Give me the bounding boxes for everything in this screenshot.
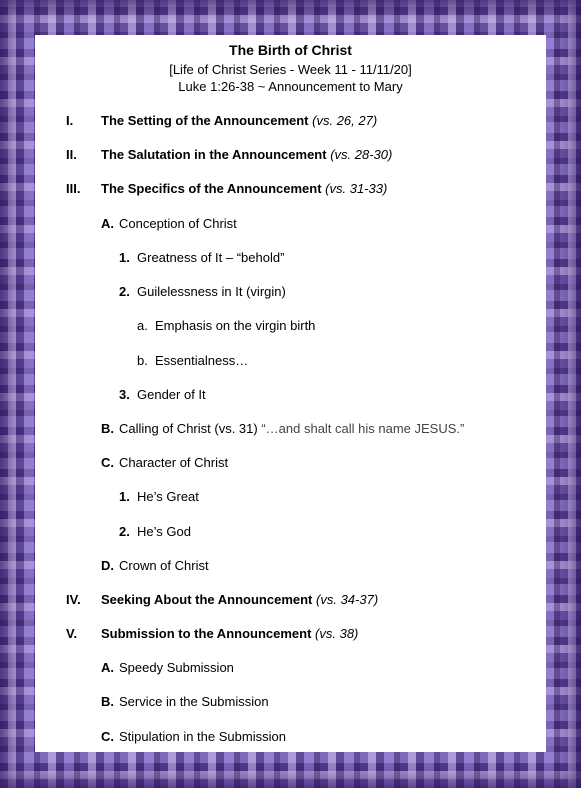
verse-ref: (vs. 26, 27) <box>312 113 378 128</box>
verse-ref: (vs. 38) <box>315 626 359 641</box>
outline-number: B. <box>101 694 114 709</box>
verse-ref: (vs. 31-33) <box>325 181 388 196</box>
outline-item: Emphasis on the virgin birth <box>155 318 316 333</box>
outline-item: Speedy Submission <box>119 660 234 675</box>
outline-item: Crown of Christ <box>119 558 209 573</box>
outline-item <box>101 592 378 607</box>
outline-item: Conception of Christ <box>119 216 237 231</box>
outline-item <box>119 421 464 436</box>
outline-number: b. <box>137 353 148 368</box>
outline-number: D. <box>101 558 114 573</box>
scripture-quote: “…and shalt call his name JESUS.” <box>261 421 465 436</box>
verse-ref: (vs. 34-37) <box>316 592 379 607</box>
outline-item <box>101 113 377 128</box>
outline-number: 1. <box>119 250 130 265</box>
outline-number: C. <box>101 455 114 470</box>
outline-item: Character of Christ <box>119 455 229 470</box>
outline-item: Gender of It <box>137 387 206 402</box>
outline-item: He’s Great <box>137 489 199 504</box>
outline-page <box>35 35 546 752</box>
outline-number: 3. <box>119 387 130 402</box>
outline-item: Service in the Submission <box>119 694 269 709</box>
series-subtitle: [Life of Christ Series - Week 11 - 11/11/20] <box>169 62 412 77</box>
outline-heading: The Setting of the Announcement <box>101 113 309 128</box>
outline-number: a. <box>137 318 148 333</box>
outline-heading: Seeking About the Announcement <box>101 592 313 607</box>
outline-number: 2. <box>119 284 130 299</box>
outline-item: Stipulation in the Submission <box>119 729 286 744</box>
outline-item: Essentialness… <box>155 353 249 368</box>
outline-number: 2. <box>119 524 130 539</box>
outline-number: 1. <box>119 489 130 504</box>
outline-number: A. <box>101 216 114 231</box>
outline-text: Calling of Christ (vs. 31) <box>119 421 262 436</box>
outline-number: A. <box>101 660 114 675</box>
outline-item <box>101 181 387 196</box>
passage-subtitle: Luke 1:26-38 ~ Announcement to Mary <box>178 79 403 94</box>
outline-heading: The Salutation in the Announcement <box>101 147 327 162</box>
outline-item <box>101 626 358 641</box>
outline-item: He’s God <box>137 524 191 539</box>
outline-number: II. <box>66 147 77 162</box>
outline-heading: Submission to the Announcement <box>101 626 312 641</box>
outline-item: Guilelessness in It (virgin) <box>137 284 286 299</box>
outline-number: V. <box>66 626 78 641</box>
outline-number: I. <box>66 113 74 128</box>
outline-number: III. <box>66 181 81 196</box>
outline-number: IV. <box>66 592 81 607</box>
outline-item: Greatness of It – “behold” <box>137 250 285 265</box>
verse-ref: (vs. 28-30) <box>330 147 393 162</box>
outline-number: B. <box>101 421 114 436</box>
outline-number: C. <box>101 729 114 744</box>
outline-item <box>101 147 392 162</box>
outline-heading: The Specifics of the Announcement <box>101 181 322 196</box>
page-title: The Birth of Christ <box>229 42 352 58</box>
